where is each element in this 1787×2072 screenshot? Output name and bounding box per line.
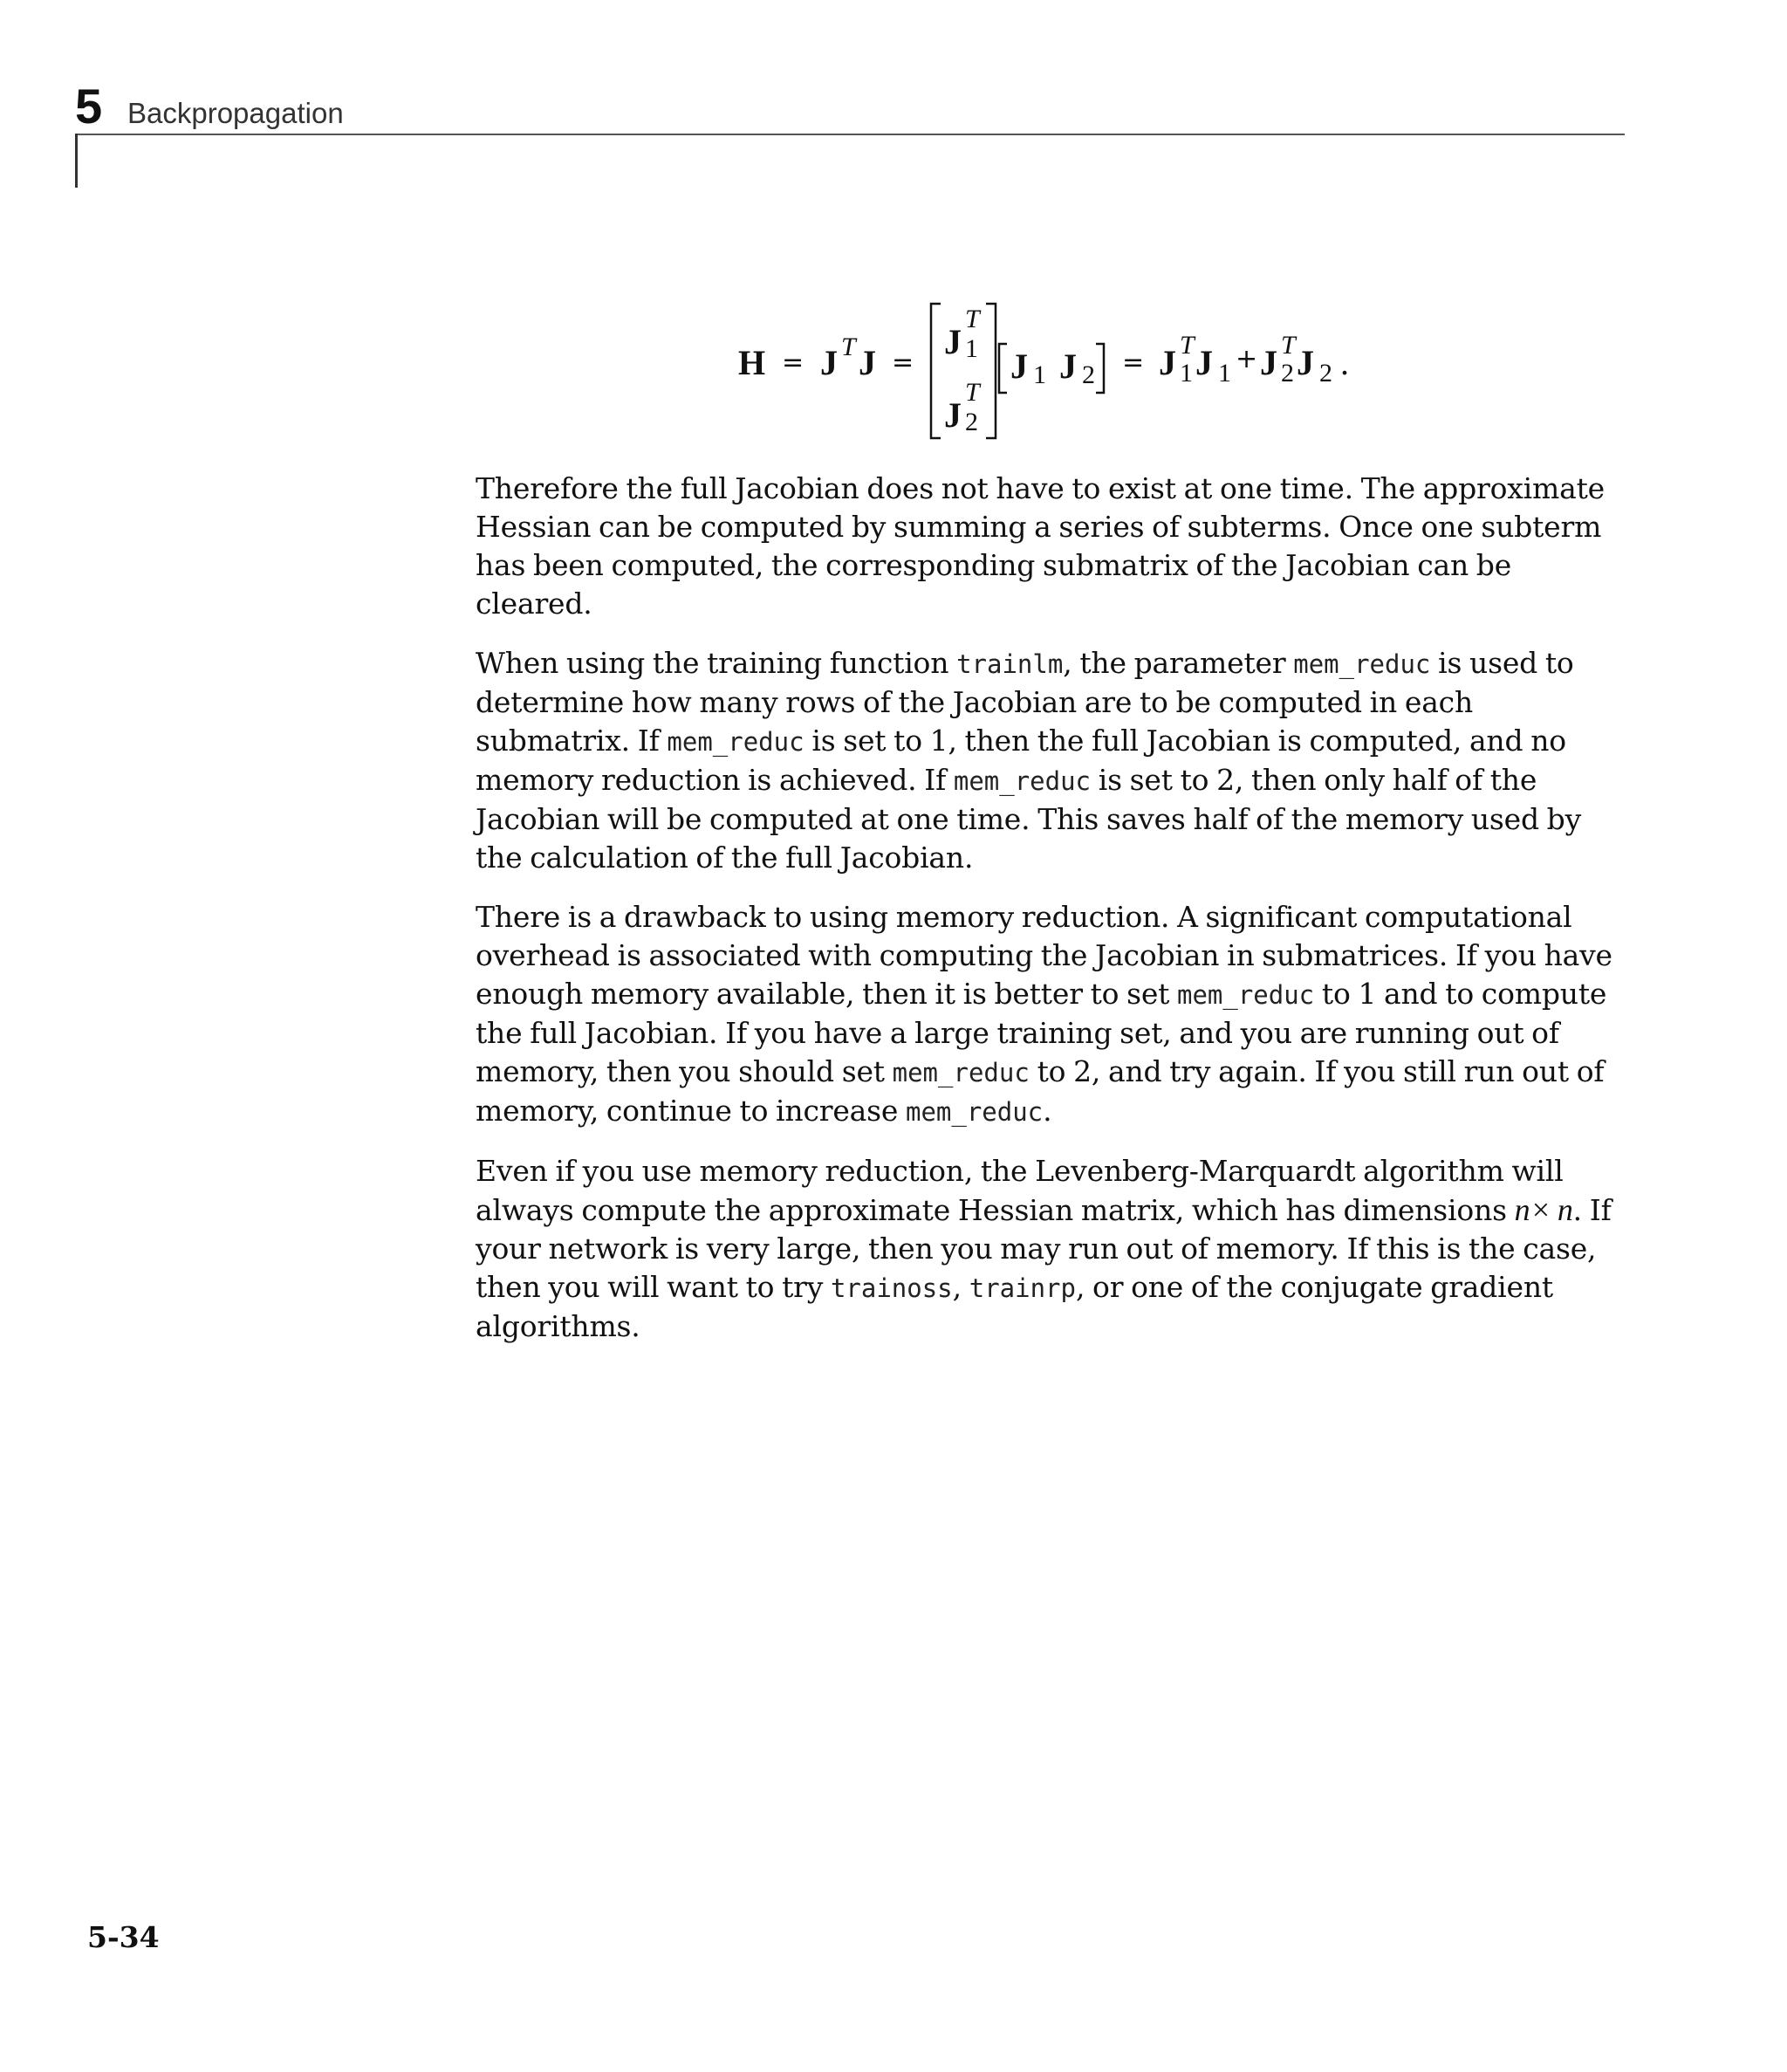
eq-sup-T: T (841, 333, 856, 361)
paragraph-text: There is a drawback to using memory reduction. A significant computational overhead is associated with computing the Jacobian in submatrices. If you have enough memory available, then it is better to set (476, 900, 1612, 1011)
paragraph-drawback (476, 898, 1623, 1131)
eq-symbol-J: J (1260, 343, 1277, 382)
eq-symbol-J: J (1010, 346, 1028, 386)
eq-symbol-J: J (1297, 343, 1314, 382)
eq-sup-T: T (965, 305, 980, 333)
code-mem-reduc: mem_reduc (953, 766, 1092, 796)
paragraph-text: , the parameter (1063, 646, 1294, 680)
paragraph-text: . (1043, 1094, 1052, 1128)
hessian-equation (738, 297, 1384, 445)
paragraph-mem-reduc-parameter (476, 644, 1623, 877)
paragraph-jacobian-existence (476, 470, 1623, 623)
eq-symbol-J: J (944, 322, 962, 361)
paragraph-text: is used to determine how many rows of the Jacobian are to be computed in each submatrix. If (476, 646, 1574, 758)
chapter-title: Backpropagation (127, 97, 344, 129)
paragraph-hessian-dimensions (476, 1152, 1623, 1346)
eq-sup-T: T (1281, 331, 1296, 360)
code-trainrp: trainrp (969, 1273, 1076, 1303)
eq-sub-1: 1 (1180, 359, 1193, 388)
eq-equals: = (782, 347, 804, 378)
code-trainoss: trainoss (830, 1273, 953, 1303)
eq-symbol-J: J (944, 395, 962, 435)
header-rule (75, 134, 1625, 135)
eq-sup-T: T (965, 378, 980, 407)
paragraph-text: is set to 1, then the full Jacobian is computed, and no memory reduction is achieved. If (476, 724, 1566, 797)
eq-sub-2: 2 (965, 408, 978, 436)
paragraph-text: , (952, 1270, 969, 1304)
code-mem-reduc: mem_reduc (905, 1097, 1044, 1127)
eq-equals: = (1122, 347, 1145, 378)
eq-symbol-J: J (1195, 343, 1213, 382)
eq-sub-2: 2 (1281, 359, 1294, 388)
paragraph-text: , or one of the conjugate gradient algorithms. (476, 1270, 1553, 1343)
page-number: 5-34 (87, 1920, 160, 1954)
math-n-by-n: n× n (1514, 1192, 1573, 1227)
eq-sub-1: 1 (1218, 359, 1231, 388)
paragraph-text: to 1 and to compute the full Jacobian. If you have a large training set, and you are running out of memory, then you should set (476, 977, 1607, 1088)
paragraph-text: Therefore the full Jacobian does not have to exist at one time. The approximate Hessian can be computed by summing a series of subterms. Once one subterm has been computed, the corresponding submatrix of the Jacobian can be cleared. (476, 471, 1605, 621)
body-text (476, 470, 1623, 1367)
paragraph-text: Even if you use memory reduction, the Levenberg-Marquardt algorithm will always compute the approximate Hessian matrix, which has dimensions (476, 1154, 1564, 1227)
chapter-number: 5 (75, 79, 103, 134)
eq-plus: + (1236, 344, 1258, 374)
eq-symbol-J: J (1159, 343, 1176, 382)
eq-sub-1: 1 (965, 334, 978, 363)
left-bracket-column-vector (928, 302, 942, 440)
left-bracket-row-vector (996, 342, 1009, 395)
eq-equals: = (892, 347, 914, 378)
eq-symbol-H: H (738, 343, 766, 382)
code-trainlm: trainlm (956, 649, 1064, 679)
code-mem-reduc: mem_reduc (892, 1058, 1030, 1087)
eq-period: . (1340, 343, 1349, 382)
paragraph-text: When using the training function (476, 646, 957, 680)
eq-sub-2: 2 (1319, 359, 1332, 388)
code-mem-reduc: mem_reduc (1177, 980, 1315, 1010)
right-bracket-row-vector (1094, 342, 1106, 395)
eq-sup-T: T (1180, 331, 1195, 360)
running-header (75, 80, 1625, 189)
eq-sub-2: 2 (1082, 360, 1095, 389)
eq-symbol-J: J (820, 343, 838, 382)
code-mem-reduc: mem_reduc (1293, 649, 1431, 679)
eq-symbol-J: J (859, 343, 876, 382)
eq-sub-1: 1 (1033, 360, 1046, 389)
paragraph-text: is set to 2, then only half of the Jacobian will be computed at one time. This saves half of the memory used by the calculation of the full Jacobian. (476, 763, 1582, 875)
header-tick-mark (75, 134, 78, 188)
paragraph-text: . If your network is very large, then you may run out of memory. If this is the case, then you will want to try (476, 1193, 1612, 1304)
code-mem-reduc: mem_reduc (667, 727, 804, 757)
paragraph-text: to 2, and try again. If you still run out of memory, continue to increase (476, 1054, 1605, 1128)
eq-symbol-J: J (1059, 346, 1077, 386)
